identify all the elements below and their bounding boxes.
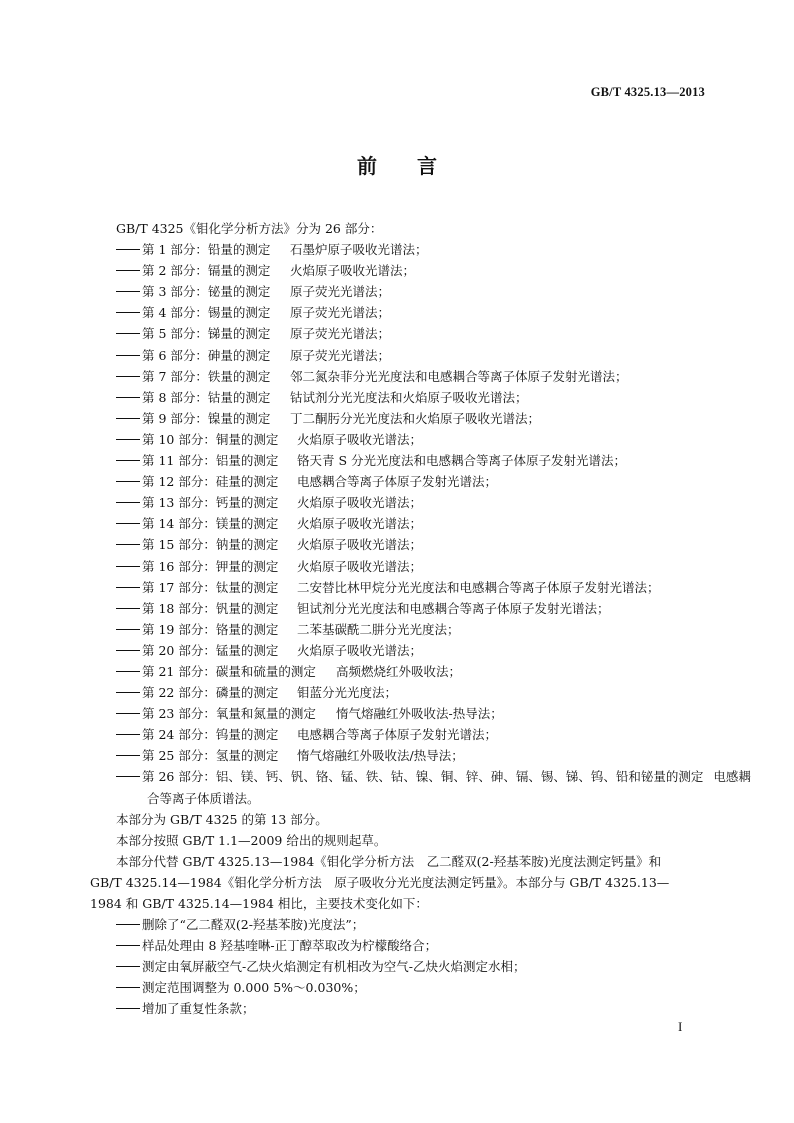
change-text: 样品处理由 8 羟基喹啉-正丁醇萃取改为柠檬酸络合； [142, 938, 438, 954]
dash-mark [116, 481, 140, 482]
parts-list [90, 239, 704, 766]
dash-mark [116, 587, 140, 588]
part-method: 火焰原子吸收光谱法； [290, 263, 416, 279]
standard-code: GB/T 4325.13—2013 [590, 85, 705, 99]
part-label: 第 12 部分：硅量的测定 [142, 474, 279, 490]
part-label: 第 19 部分：铬量的测定 [142, 621, 279, 637]
dash-mark [116, 544, 140, 545]
part-item [90, 619, 704, 640]
part-method: 惰气熔融红外吸收法/热导法； [297, 748, 464, 764]
change-item [90, 956, 704, 977]
part-item [90, 471, 704, 492]
part-label: 第 25 部分：氢量的测定 [142, 748, 279, 764]
dash-mark [116, 249, 140, 250]
part-method: 惰气熔融红外吸收法-热导法； [336, 706, 503, 722]
dash-mark [116, 987, 140, 988]
part-item [90, 323, 704, 344]
part-item [90, 640, 704, 661]
change-text: 测定由氧屏蔽空气-乙炔火焰测定有机相改为空气-乙炔火焰测定水相； [142, 959, 526, 975]
paragraph-part-number: 本部分为 GB/T 4325 的第 13 部分。 [116, 811, 328, 827]
part-label: 第 2 部分：镉量的测定 [142, 263, 271, 279]
part-item [90, 556, 704, 577]
dash-mark [116, 734, 140, 735]
part-item [90, 281, 704, 302]
dash-mark [116, 397, 140, 398]
dash-mark [116, 692, 140, 693]
change-item [90, 977, 704, 998]
part-item [90, 682, 704, 703]
part-label: 第 22 部分：磷量的测定 [142, 685, 279, 701]
change-item [90, 935, 704, 956]
part-label: 第 21 部分：碳量和硫量的测定 [142, 663, 316, 679]
part-item [90, 345, 704, 366]
part-label: 第 15 部分：钠量的测定 [142, 537, 279, 553]
part-item [90, 450, 704, 471]
part-label: 第 16 部分：钾量的测定 [142, 558, 279, 574]
part-item [90, 239, 704, 260]
part-item [90, 534, 704, 555]
part-method: 邻二氮杂菲分光光度法和电感耦合等离子体原子发射光谱法； [290, 368, 628, 384]
part-item [90, 429, 704, 450]
part-label: 第 3 部分：铋量的测定 [142, 284, 271, 300]
part-item [90, 745, 704, 766]
paragraph-drafting-rules: 本部分按照 GB/T 1.1—2009 给出的规则起草。 [116, 832, 387, 848]
part-method: 二苯基碳酰二肼分光光度法； [297, 621, 460, 637]
dash-mark [116, 333, 140, 334]
dash-mark [116, 650, 140, 651]
part-label: 第 17 部分：钛量的测定 [142, 579, 279, 595]
part-method: 原子荧光光谱法； [290, 326, 391, 342]
part-method: 火焰原子吸收光谱法； [297, 431, 423, 447]
part-method: 钽试剂分光光度法和电感耦合等离子体原子发射光谱法； [297, 600, 610, 616]
dash-mark [116, 355, 140, 356]
document-body [90, 218, 751, 1020]
part-label: 第 5 部分：锑量的测定 [142, 326, 271, 342]
dash-mark [116, 418, 140, 419]
change-text: 删除了“乙二醛双(2-羟基苯胺)光度法”； [142, 917, 365, 933]
part-method: 原子荧光光谱法； [290, 347, 391, 363]
part-item [90, 408, 704, 429]
dash-mark [116, 924, 140, 925]
part-26-label: 第 26 部分：铝、镁、钙、钒、铬、锰、铁、钴、镍、铜、锌、砷、镉、锡、锑、钨、铅和铋量的测定 [142, 769, 704, 785]
change-text: 测定范围调整为 0.000 5%～0.030%； [142, 980, 366, 996]
dash-mark [116, 270, 140, 271]
dash-mark [116, 291, 140, 292]
dash-mark [116, 312, 140, 313]
dash-mark [116, 566, 140, 567]
part-label: 第 7 部分：铁量的测定 [142, 368, 271, 384]
part-label: 第 18 部分：钒量的测定 [142, 600, 279, 616]
part-label: 第 14 部分：镁量的测定 [142, 516, 279, 532]
part-method: 高频燃烧红外吸收法； [336, 663, 462, 679]
dash-mark [116, 671, 140, 672]
part-item [90, 703, 704, 724]
dash-mark [116, 713, 140, 714]
dash-mark [116, 755, 140, 756]
part-item [90, 302, 704, 323]
dash-mark [116, 629, 140, 630]
title-char-2: 言 [417, 154, 437, 178]
part-item [90, 724, 704, 745]
part-26-method: 电感耦 [713, 769, 751, 785]
dash-mark [116, 376, 140, 377]
part-label: 第 1 部分：铅量的测定 [142, 242, 271, 258]
part-item [90, 513, 704, 534]
change-text: 增加了重复性条款； [142, 1001, 255, 1017]
part-label: 第 8 部分：钴量的测定 [142, 389, 271, 405]
part-item [90, 366, 704, 387]
dash-mark [116, 945, 140, 946]
part-method: 原子荧光光谱法； [290, 305, 391, 321]
part-label: 第 6 部分：砷量的测定 [142, 347, 271, 363]
part-label: 第 11 部分：铝量的测定 [142, 453, 279, 469]
dash-mark [116, 1008, 140, 1009]
title-char-1: 前 [357, 154, 377, 178]
dash-mark [116, 523, 140, 524]
part-item [90, 577, 704, 598]
part-method: 电感耦合等离子体原子发射光谱法； [297, 727, 498, 743]
part-method: 二安替比林甲烷分光光度法和电感耦合等离子体原子发射光谱法； [297, 579, 660, 595]
part-method: 石墨炉原子吸收光谱法； [290, 242, 428, 258]
part-method: 丁二酮肟分光光度法和火焰原子吸收光谱法； [290, 410, 541, 426]
dash-mark [116, 966, 140, 967]
part-method: 火焰原子吸收光谱法； [297, 516, 423, 532]
part-method: 铬天青 S 分光光度法和电感耦合等离子体原子发射光谱法； [297, 453, 627, 469]
part-item [90, 661, 704, 682]
part-label: 第 24 部分：钨量的测定 [142, 727, 279, 743]
dash-mark [116, 502, 140, 503]
part-method: 火焰原子吸收光谱法； [297, 642, 423, 658]
part-method: 钼蓝分光光度法； [297, 685, 398, 701]
part-26-item [90, 766, 751, 787]
dash-mark [116, 776, 140, 777]
part-26-continuation: 合等离子体质谱法。 [147, 790, 260, 806]
part-label: 第 20 部分：锰量的测定 [142, 642, 279, 658]
paragraph-replaces-line-1: 本部分代替 GB/T 4325.13—1984《钼化学分析方法 乙二醛双(2-羟基苯胺)光度法测定钙量》和 [116, 853, 662, 869]
dash-mark [116, 608, 140, 609]
part-item [90, 260, 704, 281]
part-method: 火焰原子吸收光谱法； [297, 537, 423, 553]
page-number: I [678, 1019, 683, 1034]
page-title [0, 150, 794, 179]
part-label: 第 10 部分：铜量的测定 [142, 431, 279, 447]
part-method: 原子荧光光谱法； [290, 284, 391, 300]
part-item [90, 598, 704, 619]
changes-list [90, 914, 704, 1019]
intro-line: GB/T 4325《钼化学分析方法》分为 26 部分： [116, 221, 383, 236]
part-label: 第 4 部分：锡量的测定 [142, 305, 271, 321]
part-method: 火焰原子吸收光谱法； [297, 495, 423, 511]
dash-mark [116, 460, 140, 461]
change-item [90, 914, 704, 935]
dash-mark [116, 439, 140, 440]
part-label: 第 23 部分：氧量和氮量的测定 [142, 706, 316, 722]
part-method: 钴试剂分光光度法和火焰原子吸收光谱法； [290, 389, 528, 405]
part-label: 第 13 部分：钙量的测定 [142, 495, 279, 511]
change-item [90, 998, 704, 1019]
part-method: 电感耦合等离子体原子发射光谱法； [297, 474, 498, 490]
part-method: 火焰原子吸收光谱法； [297, 558, 423, 574]
part-label: 第 9 部分：镍量的测定 [142, 410, 271, 426]
part-item [90, 492, 704, 513]
paragraph-replaces-line-2: GB/T 4325.14—1984《钼化学分析方法 原子吸收分光光度法测定钙量》。本部分与 GB/T 4325.13— [90, 874, 670, 890]
paragraph-replaces-line-3: 1984 和 GB/T 4325.14—1984 相比，主要技术变化如下： [90, 896, 428, 911]
part-item [90, 387, 704, 408]
